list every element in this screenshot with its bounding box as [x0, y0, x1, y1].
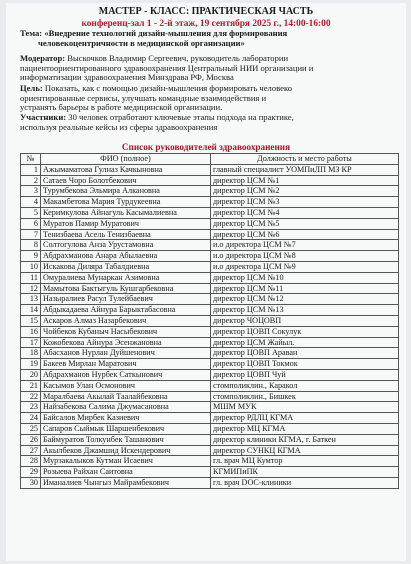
table-row [21, 423, 399, 434]
row-number: 20 [21, 369, 41, 380]
table-row [21, 240, 399, 251]
row-position: директор РДЛЦ КГМА [211, 413, 399, 424]
table-row [21, 294, 399, 305]
table-row [21, 283, 399, 294]
row-position: главный специалист УОМПиЛП МЗ КР [211, 164, 399, 175]
row-position: директор СУНКЦ КГМА [211, 445, 399, 456]
row-full-name: Баймуратов Толкунбек Ташанович [41, 434, 211, 445]
row-position: директор ЦОВП Сокулук [211, 326, 399, 337]
row-full-name: Маралбаева Акылай Таалайбековна [41, 391, 211, 402]
row-number: 5 [21, 207, 41, 218]
table-row [21, 402, 399, 413]
row-position: директор ЦСМ №4 [211, 207, 399, 218]
row-position: КГМИПиПК [211, 467, 399, 478]
topic-line-1: «Внедрение технологий дизайн-мышления для формирования [44, 28, 288, 38]
goal-label: Цель: [20, 83, 43, 93]
row-number: 24 [21, 413, 41, 424]
row-number: 11 [21, 272, 41, 283]
row-position: директор ЦСМ №6 [211, 229, 399, 240]
table-row [21, 305, 399, 316]
row-full-name: Мурзакалыков Кутман Исаевич [41, 456, 211, 467]
row-number: 19 [21, 359, 41, 370]
row-full-name: Керимкулова Айнагуль Касымалиевна [41, 207, 211, 218]
row-position: директор ЦОВП Чуй [211, 369, 399, 380]
table-row [21, 337, 399, 348]
participants-line-2: используя реальные кейсы из сферы здравоохранения [20, 121, 218, 132]
row-number: 8 [21, 240, 41, 251]
moderator-line-3: информатизации здравоохранения Минздрава РФ, Москва [20, 72, 234, 83]
row-full-name: Абдрахманов Нурбек Саткынович [41, 369, 211, 380]
event-venue-time: конференц-зал 1 - 2-й этаж, 19 сентября 2025 г., 14:00-16:00 [81, 19, 331, 29]
row-full-name: Байсалов Мирбек Казиевич [41, 413, 211, 424]
row-full-name: Назыралиев Расул Тулейбаевич [41, 294, 211, 305]
participants-label: Участники: [20, 112, 67, 122]
row-number: 22 [21, 391, 41, 402]
row-number: 15 [21, 315, 41, 326]
moderator-label: Модератор: [20, 53, 66, 63]
topic-section [20, 29, 398, 48]
row-full-name: Мамытова Бактыгуль Кушгарбековна [41, 283, 211, 294]
table-row [21, 175, 399, 186]
participants-line-1: 30 человек отработают ключевые этапы подхода на практике, [66, 112, 294, 122]
row-number: 6 [21, 218, 41, 229]
row-position: директор ЦСМ №11 [211, 283, 399, 294]
row-full-name: Турумбекова Эльмира Алкановна [41, 186, 211, 197]
table-row [21, 207, 399, 218]
table-row [21, 315, 399, 326]
column-header-name: ФИО (полное) [41, 154, 211, 165]
row-full-name: Солтогулова Анза Урустамовна [41, 240, 211, 251]
table-row [21, 251, 399, 262]
row-number: 21 [21, 380, 41, 391]
participants-table [20, 153, 399, 489]
row-full-name: Чойбеков Кубаныч Насыбекович [41, 326, 211, 337]
table-row [21, 467, 399, 478]
row-position: директор МЦ КГМА [211, 423, 399, 434]
table-row [21, 218, 399, 229]
row-full-name: Абдрахманова Анара Абылаевна [41, 251, 211, 262]
column-header-number: № [21, 154, 41, 165]
row-full-name: Кожобекова Айнура Эсенжановна [41, 337, 211, 348]
table-row [21, 456, 399, 467]
table-row [21, 434, 399, 445]
row-position: и.о директора ЦСМ №9 [211, 261, 399, 272]
list-title: Список руководителей здравоохранения [121, 142, 291, 152]
row-number: 18 [21, 348, 41, 359]
row-position: директор клиники КГМА, г. Баткен [211, 434, 399, 445]
row-position: директор ЧОЦОВП [211, 315, 399, 326]
table-row [21, 477, 399, 488]
participants-section [20, 113, 398, 132]
row-position: и.о директора ЦСМ №7 [211, 240, 399, 251]
row-full-name: Сатаев Чоро Болотбекович [41, 175, 211, 186]
row-number: 1 [21, 164, 41, 175]
topic-label: Тема: [20, 28, 43, 38]
row-full-name: Макамбетова Мария Турдукеевна [41, 197, 211, 208]
row-number: 7 [21, 229, 41, 240]
row-full-name: Найзабекова Салима Джумасановна [41, 402, 211, 413]
row-number: 28 [21, 456, 41, 467]
row-number: 16 [21, 326, 41, 337]
table-header-row [21, 154, 399, 165]
row-full-name: Иманалиев Чынгыз Майрамбекович [41, 477, 211, 488]
row-full-name: Сапаров Сыймык Шаршенбекович [41, 423, 211, 434]
table-body [21, 164, 399, 488]
row-number: 29 [21, 467, 41, 478]
row-number: 12 [21, 283, 41, 294]
row-number: 14 [21, 305, 41, 316]
row-full-name: Искакова Диляра Табалдиевна [41, 261, 211, 272]
row-position: директор ЦСМ Жайыл. [211, 337, 399, 348]
row-number: 10 [21, 261, 41, 272]
row-full-name: Акылбеков Джамшид Искендерович [41, 445, 211, 456]
row-full-name: Аскаров Алмаз Назарбекович [41, 315, 211, 326]
row-number: 26 [21, 434, 41, 445]
goal-line-3: устранять барьеры в работе медицинской организации. [20, 102, 223, 113]
row-full-name: Касымов Улан Осмонович [41, 380, 211, 391]
row-position: директор ЦСМ №10 [211, 272, 399, 283]
row-position: директор ЦСМ №1 [211, 175, 399, 186]
table-row [21, 369, 399, 380]
table-row [21, 229, 399, 240]
row-position: директор ЦСМ №13 [211, 305, 399, 316]
table-row [21, 164, 399, 175]
table-row [21, 359, 399, 370]
table-row [21, 261, 399, 272]
row-position: директор ЦСМ №12 [211, 294, 399, 305]
row-full-name: Ажымаматова Гулназ Качкыновна [41, 164, 211, 175]
document-title: МАСТЕР - КЛАСС: ПРАКТИЧЕСКАЯ ЧАСТЬ [98, 6, 314, 17]
row-position: директор ЦСМ №2 [211, 186, 399, 197]
goal-line-1: Показать, как с помощью дизайн-мышления формировать человеко [42, 83, 292, 93]
row-full-name: Розыева Райхан Саитовна [41, 467, 211, 478]
row-position: стомполиклин., Каракол [211, 380, 399, 391]
document-page [6, 3, 406, 561]
goal-section [20, 84, 398, 113]
row-number: 4 [21, 197, 41, 208]
row-number: 3 [21, 186, 41, 197]
topic-line-2: человекоцентричности в медицинской организации» [38, 37, 245, 48]
row-number: 23 [21, 402, 41, 413]
row-position: директор ЦСМ №5 [211, 218, 399, 229]
row-position: стомполиклин., Бишкек [211, 391, 399, 402]
row-full-name: Бакеев Мирлан Маратович [41, 359, 211, 370]
table-row [21, 197, 399, 208]
row-number: 9 [21, 251, 41, 262]
moderator-line-1: Выскочков Владимир Сергеевич, руководитель лаборатории [65, 53, 289, 63]
row-full-name: Омуралиева Мунаркан Азимовна [41, 272, 211, 283]
row-number: 17 [21, 337, 41, 348]
table-row [21, 348, 399, 359]
moderator-line-2: пациентоориентированного здравоохранения Центральный НИИ организации и [20, 62, 314, 73]
row-position: директор ЦСМ №3 [211, 197, 399, 208]
row-position: гл. врач МЦ Кумтор [211, 456, 399, 467]
table-row [21, 413, 399, 424]
row-number: 25 [21, 423, 41, 434]
moderator-section [20, 54, 398, 83]
table-row [21, 391, 399, 402]
row-position: директор ЦОВП Араван [211, 348, 399, 359]
table-row [21, 186, 399, 197]
row-position: и.о директора ЦСМ №8 [211, 251, 399, 262]
row-number: 30 [21, 477, 41, 488]
row-number: 13 [21, 294, 41, 305]
table-row [21, 380, 399, 391]
row-full-name: Абдыкадаева Айнура Барыктабасовна [41, 305, 211, 316]
row-full-name: Абасханов Нурлан Дуйшенович [41, 348, 211, 359]
row-position: директор ЦОВП Токмок [211, 359, 399, 370]
row-position: гл. врач DOC-клиники [211, 477, 399, 488]
table-row [21, 445, 399, 456]
row-position: МШМ МУК [211, 402, 399, 413]
goal-line-2: ориентированные сервисы, улучшать командные взаимодействия и [20, 92, 267, 103]
row-full-name: Муратов Памир Муратович [41, 218, 211, 229]
row-full-name: Тенизбаева Асель Тенизбаевна [41, 229, 211, 240]
table-row [21, 272, 399, 283]
row-number: 2 [21, 175, 41, 186]
table-row [21, 326, 399, 337]
row-number: 27 [21, 445, 41, 456]
column-header-position: Должность и место работы [211, 154, 399, 165]
